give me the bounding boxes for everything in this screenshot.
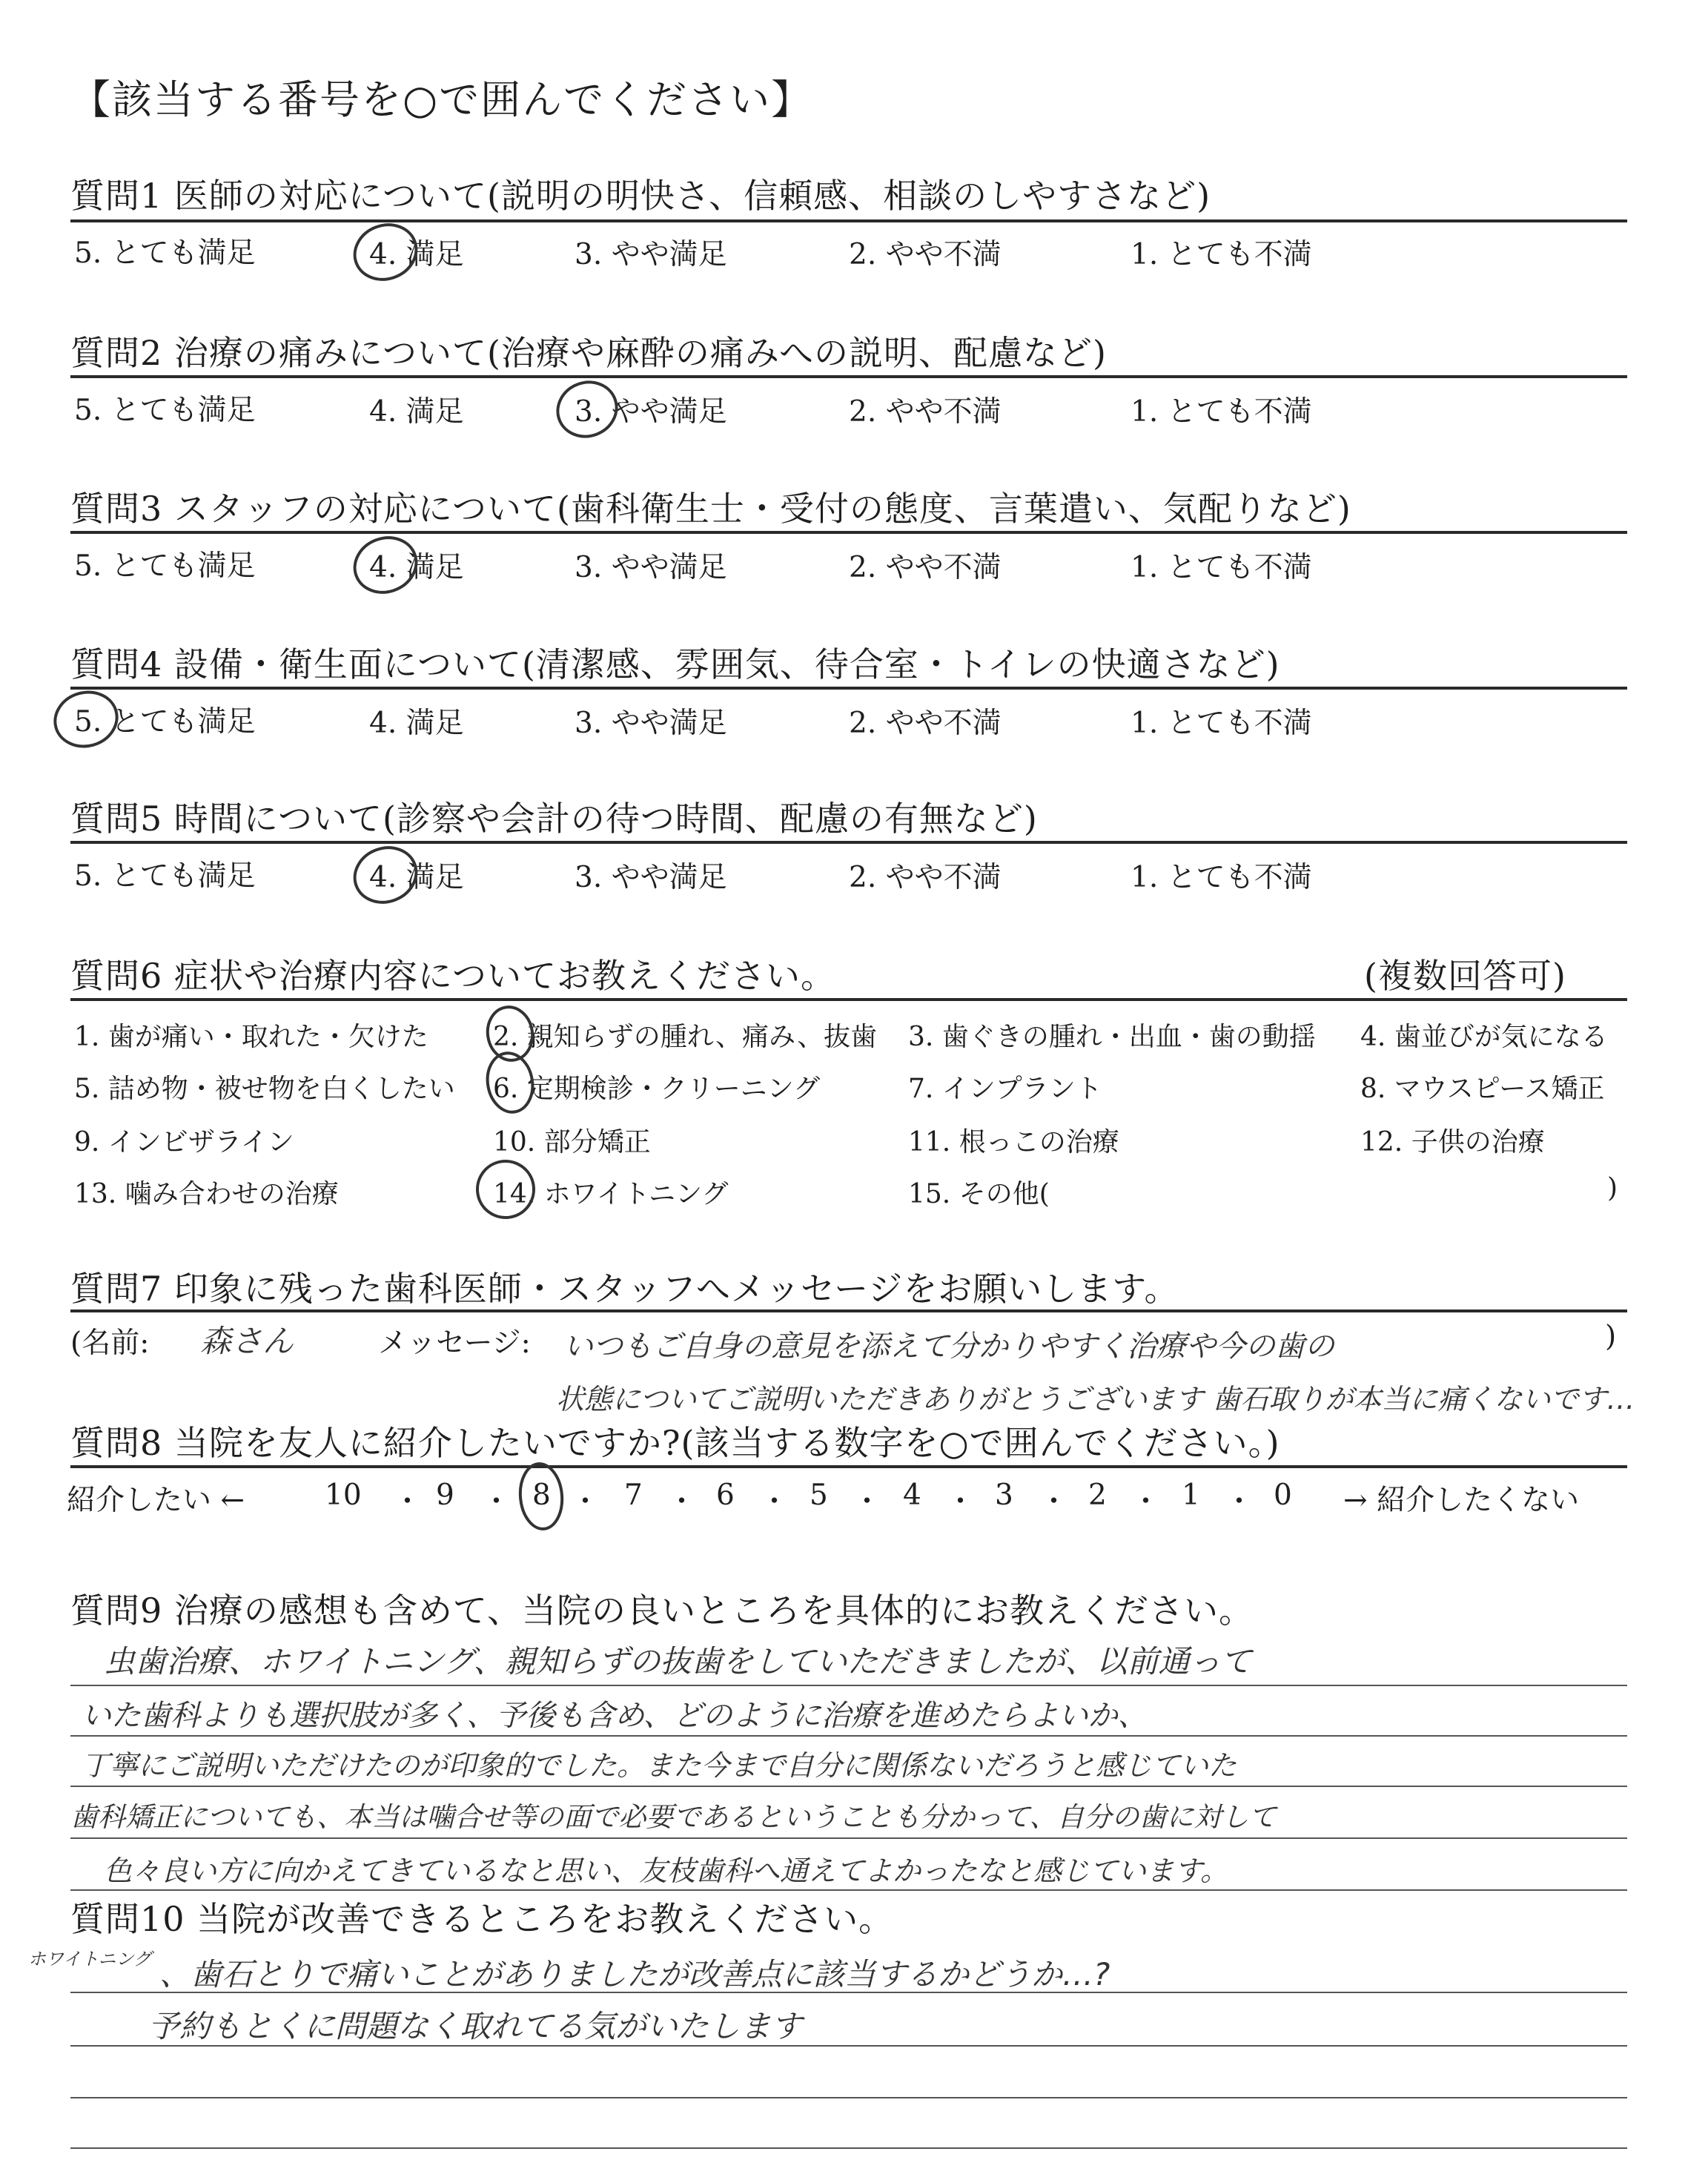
scale-0[interactable]: 0	[1274, 1479, 1292, 1512]
selection-circle	[49, 685, 123, 753]
question-title: 質問10 当院が改善できるところをお教えください。	[70, 1899, 894, 1939]
message-line-2[interactable]: 状態についてご説明いただきありがとうございます 歯石取りが本当に痛くないです…	[556, 1383, 1635, 1416]
symptom-option[interactable]: 7. インプラント	[908, 1074, 1102, 1104]
option-2[interactable]: 2. やや不満	[849, 551, 1002, 584]
answer-prefix[interactable]: ホワイトニング	[28, 1949, 151, 1969]
option-5[interactable]: 5. とても満足	[74, 705, 256, 739]
scale-dot: ・	[571, 1485, 600, 1519]
scale-dot: ・	[1039, 1485, 1069, 1519]
scale-6[interactable]: 6	[716, 1479, 735, 1512]
option-3[interactable]: 3. やや満足	[575, 395, 727, 429]
not-recommend-label: → 紹介したくない	[1343, 1484, 1580, 1517]
option-3[interactable]: 3. やや満足	[575, 238, 727, 271]
option-4[interactable]: 4. 満足	[369, 707, 464, 740]
option-4[interactable]: 4. 満足	[369, 395, 464, 429]
scale-dot: ・	[946, 1485, 976, 1519]
option-3[interactable]: 3. やや満足	[575, 707, 727, 740]
scale-1[interactable]: 1	[1182, 1479, 1200, 1512]
message-label: メッセージ:	[378, 1327, 531, 1360]
scale-10[interactable]: 10	[325, 1479, 362, 1512]
question-title: 質問1 医師の対応について(説明の明快さ、信頼感、相談のしやすさなど)	[70, 176, 1211, 216]
question-title: 質問8 当院を友人に紹介したいですか?(該当する数字を○で囲んでください。)	[70, 1423, 1280, 1463]
message-line-1[interactable]: いつもご自身の意見を添えて分かりやすく治療や今の歯の	[563, 1330, 1334, 1364]
page-title: 【該当する番号を○で囲んでください】	[70, 76, 813, 123]
option-2[interactable]: 2. やや不満	[849, 707, 1002, 740]
message-close-paren: )	[1605, 1320, 1617, 1353]
symptom-option[interactable]: 8. マウスピース矯正	[1360, 1074, 1605, 1104]
symptom-option[interactable]: 15. その他(	[908, 1179, 1050, 1209]
option-4[interactable]: 4. 満足	[369, 238, 464, 271]
answer-text-line[interactable]: いた歯科よりも選択肢が多く、予後も含め、どのように治療を進めたらよいか、	[82, 1699, 1148, 1733]
option-2[interactable]: 2. やや不満	[849, 238, 1002, 271]
symptom-option[interactable]: 14. ホワイトニング	[493, 1179, 729, 1209]
selection-circle	[347, 529, 424, 601]
selection-circle	[347, 217, 424, 288]
answer-text-line[interactable]: 丁寧にご説明いただけたのが印象的でした。また今まで自分に関係ないだろうと感じていた	[82, 1749, 1237, 1782]
option-5[interactable]: 5. とても満足	[74, 237, 256, 270]
option-4[interactable]: 4. 満足	[369, 551, 464, 584]
scale-2[interactable]: 2	[1088, 1479, 1107, 1512]
selection-circle	[483, 1003, 537, 1063]
option-1[interactable]: 1. とても不満	[1131, 238, 1312, 271]
question-title: 質問6 症状や治療内容についてお教えください。	[70, 956, 835, 996]
question-title: 質問5 時間について(診察や会計の待つ時間、配慮の有無など)	[70, 799, 1038, 839]
symptom-option[interactable]: 9. インビザライン	[74, 1127, 294, 1157]
answer-text-line[interactable]: 色々良い方に向かえてきているなと思い、友枝歯科へ通えてよかったなと感じています。	[104, 1855, 1228, 1887]
symptom-option[interactable]: 4. 歯並びが気になる	[1360, 1022, 1608, 1052]
option-1[interactable]: 1. とても不満	[1131, 707, 1312, 740]
scale-3[interactable]: 3	[995, 1479, 1013, 1512]
option-5[interactable]: 5. とても満足	[74, 549, 256, 583]
selection-circle	[473, 1157, 538, 1222]
scale-dot: ・	[853, 1485, 882, 1519]
multiple-answer-note: (複数回答可)	[1364, 956, 1566, 996]
scale-dot: ・	[482, 1485, 512, 1519]
option-1[interactable]: 1. とても不満	[1131, 861, 1312, 894]
other-close-paren: )	[1607, 1173, 1618, 1203]
option-2[interactable]: 2. やや不満	[849, 861, 1002, 894]
scale-dot: ・	[393, 1485, 423, 1519]
selection-circle	[550, 374, 624, 444]
question-title: 質問2 治療の痛みについて(治療や麻酔の痛みへの説明、配慮など)	[70, 333, 1107, 373]
symptom-option[interactable]: 5. 詰め物・被せ物を白くしたい	[74, 1074, 455, 1104]
symptom-option[interactable]: 12. 子供の治療	[1360, 1127, 1545, 1157]
option-1[interactable]: 1. とても不満	[1131, 551, 1312, 584]
option-5[interactable]: 5. とても満足	[74, 859, 256, 893]
symptom-option[interactable]: 6. 定期検診・クリーニング	[493, 1074, 821, 1104]
scale-dot: ・	[1225, 1485, 1254, 1519]
symptom-option[interactable]: 1. 歯が痛い・取れた・欠けた	[74, 1022, 428, 1052]
scale-dot: ・	[667, 1485, 697, 1519]
option-1[interactable]: 1. とても不満	[1131, 395, 1312, 429]
option-2[interactable]: 2. やや不満	[849, 395, 1002, 429]
symptom-option[interactable]: 2. 親知らずの腫れ、痛み、抜歯	[493, 1022, 878, 1052]
answer-text-line[interactable]: 歯科矯正についても、本当は噛合せ等の面で必要であるということも分かって、自分の歯に対して	[70, 1801, 1277, 1833]
answer-text-line[interactable]: 虫歯治療、ホワイトニング、親知らずの抜歯をしていただきましたが、以前通って	[104, 1643, 1252, 1680]
question-title: 質問7 印象に残った歯科医師・スタッフへメッセージをお願いします。	[70, 1269, 1179, 1309]
question-title: 質問3 スタッフの対応について(歯科衛生士・受付の態度、言葉遣い、気配りなど)	[70, 489, 1351, 529]
question-title: 質問9 治療の感想も含めて、当院の良いところを具体的にお教えください。	[70, 1591, 1254, 1631]
option-5[interactable]: 5. とても満足	[74, 394, 256, 427]
recommend-label: 紹介したい ←	[67, 1484, 245, 1517]
scale-4[interactable]: 4	[903, 1479, 921, 1512]
symptom-option[interactable]: 10. 部分矯正	[493, 1127, 651, 1157]
answer-text-line[interactable]: 予約もとくに問題なく取れてる気がいたします	[148, 2008, 803, 2044]
scale-8[interactable]: 8	[532, 1479, 551, 1512]
scale-dot: ・	[760, 1485, 790, 1519]
symptom-option[interactable]: 3. 歯ぐきの腫れ・出血・歯の動揺	[908, 1022, 1316, 1052]
option-4[interactable]: 4. 満足	[369, 861, 464, 894]
symptom-option[interactable]: 11. 根っこの治療	[908, 1127, 1119, 1157]
scale-9[interactable]: 9	[436, 1479, 454, 1512]
scale-dot: ・	[1131, 1485, 1161, 1519]
selection-circle	[347, 839, 424, 911]
answer-text-line[interactable]: 、歯石とりで痛いことがありましたが改善点に該当するかどうか…?	[159, 1956, 1110, 1992]
selection-circle	[517, 1462, 564, 1531]
option-3[interactable]: 3. やや満足	[575, 861, 727, 894]
scale-5[interactable]: 5	[810, 1479, 828, 1512]
symptom-option[interactable]: 13. 噛み合わせの治療	[74, 1179, 339, 1209]
name-value[interactable]: 森さん	[200, 1323, 294, 1359]
scale-7[interactable]: 7	[624, 1479, 643, 1512]
question-title: 質問4 設備・衛生面について(清潔感、雰囲気、待合室・トイレの快適さなど)	[70, 644, 1280, 684]
option-3[interactable]: 3. やや満足	[575, 551, 727, 584]
name-label: (名前:	[70, 1327, 150, 1360]
